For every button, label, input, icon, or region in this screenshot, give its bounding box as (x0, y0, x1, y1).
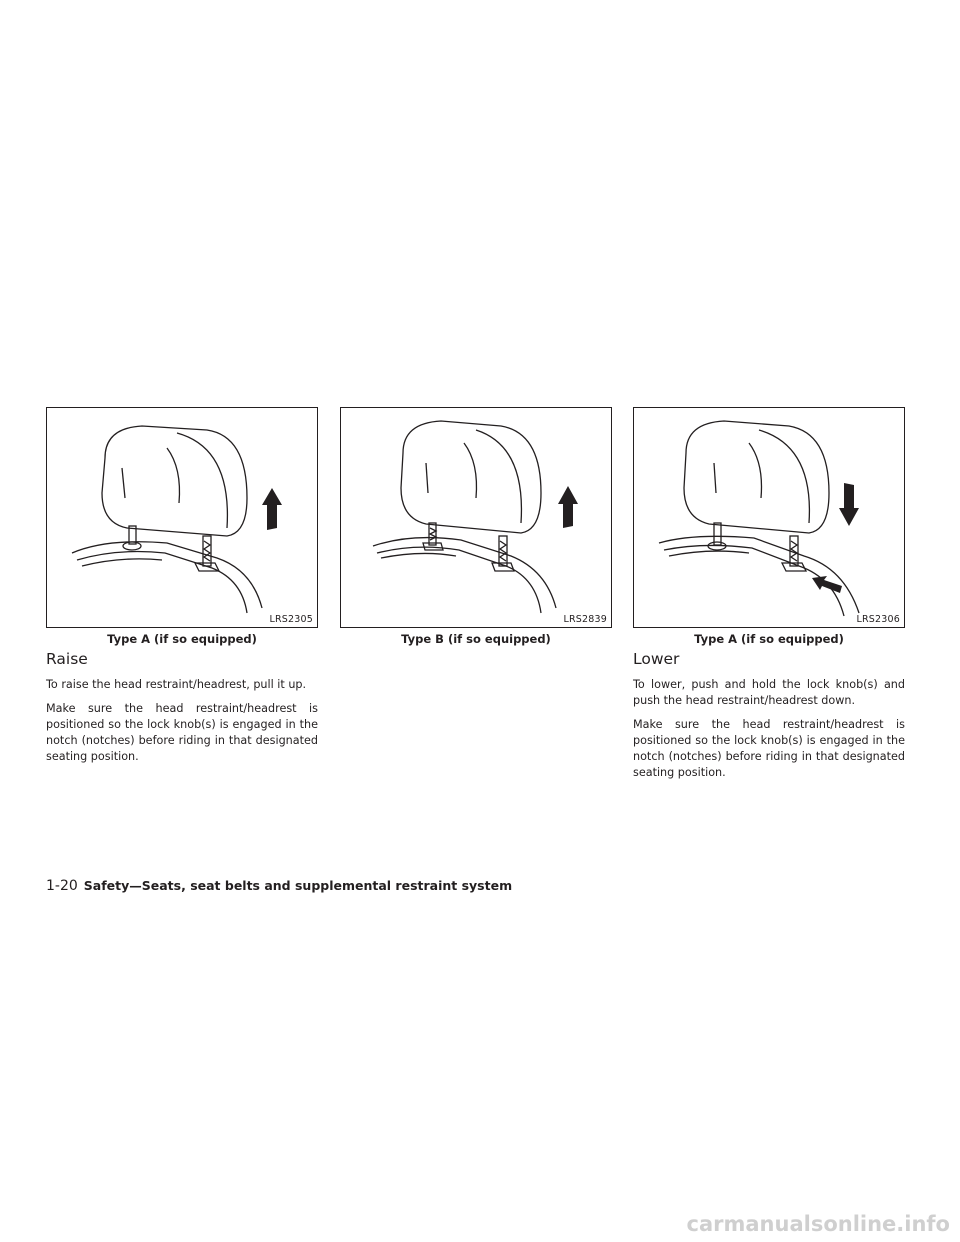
figure-caption: Type A (if so equipped) (107, 632, 257, 646)
figure-code: LRS2306 (856, 614, 900, 625)
lower-paragraph-2: Make sure the head restraint/headrest is positioned so the lock knob(s) is engaged in the notch (notches) before riding in that designated seating position. (633, 718, 905, 779)
section-title: Safety—Seats, seat belts and supplemental restraint system (83, 878, 513, 893)
headrest-illustration (341, 408, 611, 627)
raise-paragraph-1: To raise the head restraint/headrest, pull it up. (46, 678, 307, 691)
raise-section (46, 649, 318, 773)
arrow-up-icon (558, 486, 578, 528)
arrow-down-icon (839, 483, 859, 526)
figure-raise-type-b (340, 407, 612, 628)
figure-code: LRS2305 (269, 614, 313, 625)
arrow-up-icon (262, 488, 282, 530)
watermark: carmanualsonline.info (686, 1212, 950, 1236)
raise-paragraph-2: Make sure the head restraint/headrest is positioned so the lock knob(s) is engaged in the notch (notches) before riding in that designated seating position. (46, 702, 318, 763)
figure-raise-type-a (46, 407, 318, 628)
lower-heading: Lower (633, 650, 680, 668)
arrow-push-icon (812, 576, 842, 593)
headrest-illustration (634, 408, 904, 627)
page-footer (46, 877, 512, 895)
figure-caption: Type A (if so equipped) (694, 632, 844, 646)
figure-caption: Type B (if so equipped) (401, 632, 551, 646)
figure-code: LRS2839 (563, 614, 607, 625)
raise-heading: Raise (46, 650, 88, 668)
lower-section (633, 649, 905, 789)
headrest-illustration (47, 408, 317, 627)
figure-lower-type-a (633, 407, 905, 628)
page-number: 1-20 (46, 878, 78, 894)
lower-paragraph-1: To lower, push and hold the lock knob(s) and push the head restraint/headrest down. (633, 678, 905, 707)
